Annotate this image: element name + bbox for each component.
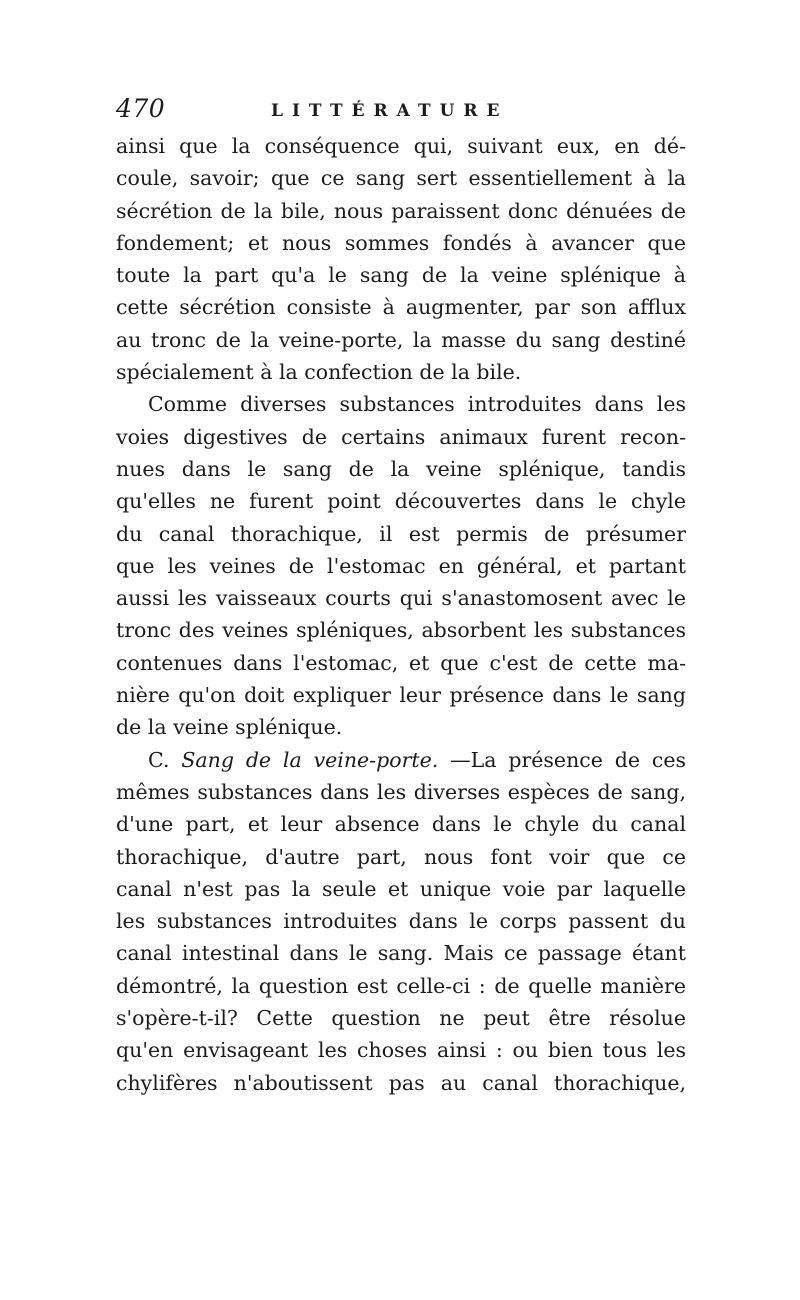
text-line-28: s'opère-t-il? Cette question ne peut être résolue (116, 1006, 686, 1031)
text-line-7: au tronc de la veine-porte, la masse du sang destiné (116, 327, 686, 352)
text-line-14: que les veines de l'estomac en général, et partant (116, 553, 686, 578)
section-c-dash: —La (450, 747, 497, 772)
text-line-30: chylifères n'aboutissent pas au canal thorachique, (116, 1070, 686, 1095)
page-number: 470 (116, 94, 166, 123)
text-line-20: présence de ces (508, 747, 686, 772)
text-line-1: ainsi que la conséquence qui, suivant eux, en dé- (116, 134, 686, 158)
text-line-19: de la veine splénique. (116, 715, 343, 740)
text-line-27: démontré, la question est celle-ci : de quelle manière (116, 973, 686, 998)
section-c-letter: C. (148, 747, 170, 772)
text-line-26: canal intestinal dans le sang. Mais ce passage étant (116, 941, 686, 966)
text-line-16: tronc des veines spléniques, absorbent les substances (116, 618, 686, 643)
text-line-25: les substances introduites dans le corps passent du (116, 909, 686, 934)
text-line-24: canal n'est pas la seule et unique voie par laquelle (116, 876, 686, 901)
text-line-18: nière qu'on doit expliquer leur présence dans le sang (116, 683, 686, 708)
text-line-2: coule, savoir; que ce sang sert essentiellement à la (116, 166, 686, 191)
text-line-3: sécrétion de la bile, nous paraissent donc dénuées de (116, 198, 686, 223)
text-line-11: nues dans le sang de la veine splénique, tandis (116, 456, 686, 481)
text-line-9: Comme diverses substances introduites dans les (148, 392, 686, 417)
section-c-heading-line (116, 744, 686, 776)
text-line-15: aussi les vaisseaux courts qui s'anastomosent avec le (116, 586, 686, 611)
text-line-29: qu'en envisageant les choses ainsi : ou bien tous les (116, 1038, 686, 1063)
running-head: LITTÉRATURE (271, 101, 509, 121)
text-line-13: du canal thorachique, il est permis de présumer (116, 521, 686, 546)
text-line-12: qu'elles ne furent point découvertes dans le chyle (116, 489, 686, 514)
text-line-8: spécialement à la confection de la bile. (116, 360, 522, 385)
text-line-5: toute la part qu'a le sang de la veine splénique à (116, 263, 686, 288)
body-text (116, 130, 686, 1099)
text-line-4: fondement; et nous sommes fondés à avancer que (116, 230, 686, 255)
page-header (116, 94, 686, 134)
section-c-title: Sang de la veine-porte. (181, 747, 439, 772)
text-line-17: contenues dans l'estomac, et que c'est de cette ma- (116, 650, 686, 675)
text-line-6: cette sécrétion consiste à augmenter, par son afflux (116, 295, 686, 320)
text-line-10: voies digestives de certains animaux furent recon- (116, 424, 686, 449)
text-line-22: d'une part, et leur absence dans le chyle du canal (116, 812, 686, 837)
text-line-23: thorachique, d'autre part, nous font voir que ce (116, 844, 686, 869)
text-line-21: mêmes substances dans les diverses espèces de sang, (116, 779, 686, 804)
